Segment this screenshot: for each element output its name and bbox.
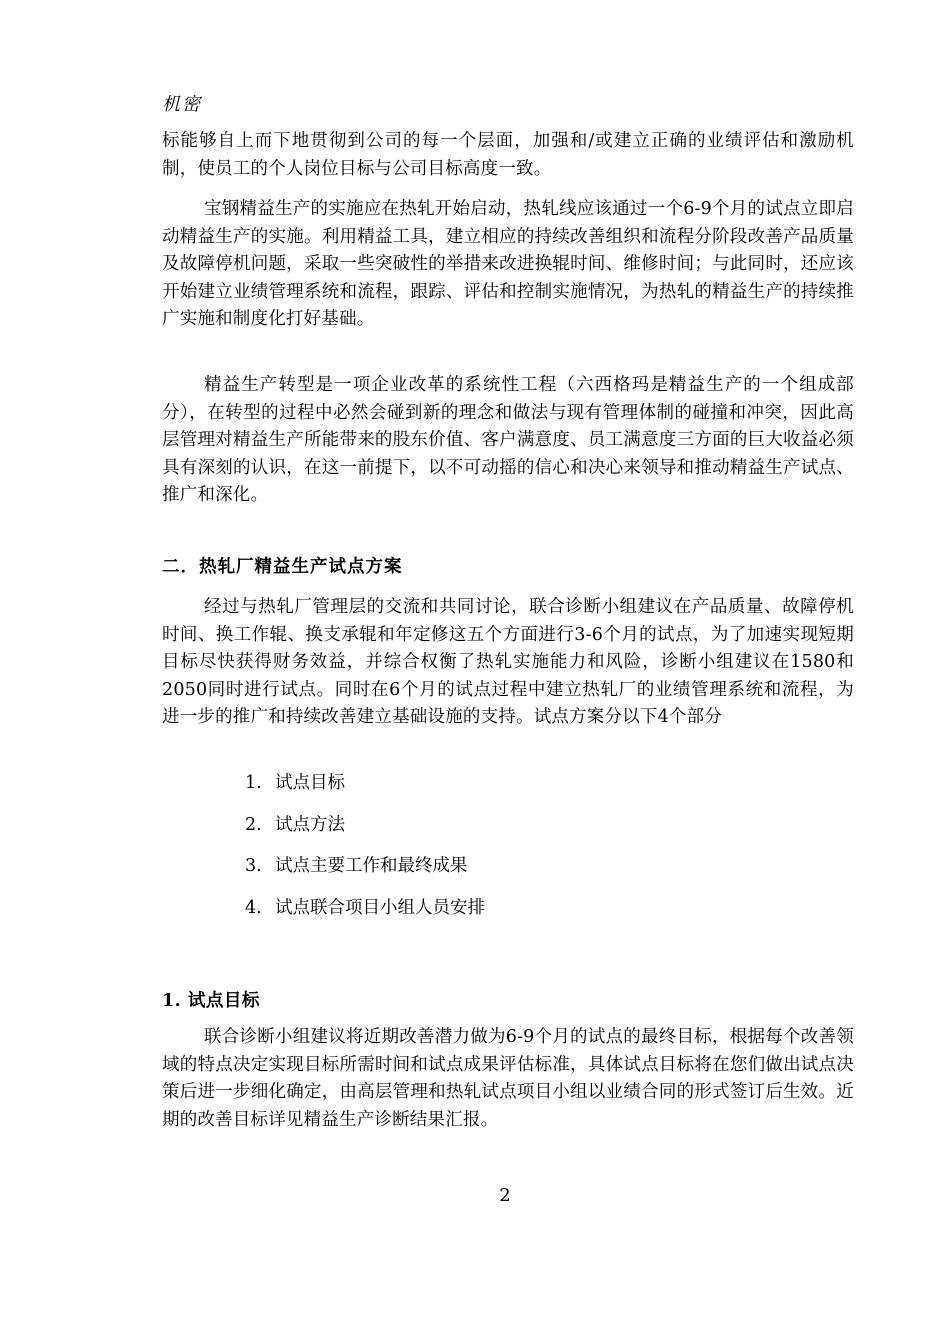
list-item [245, 770, 485, 812]
subsection-heading: 1. 试点目标 [162, 991, 260, 1011]
section-heading: 二．热轧厂精益生产试点方案 [162, 557, 403, 577]
pilot-parts-list [245, 770, 485, 936]
confidential-label: 机密 [162, 94, 202, 115]
list-label: 试点方法 [275, 814, 345, 835]
paragraph-implementation: 宝钢精益生产的实施应在热轧开始启动，热轧线应该通过一个6-9个月的试点立即启动精益生产的实施。利用精益工具，建立相应的持续改善组织和流程分阶段改善产品质量及故障停机问题，采取一些突破性的举措来改进换辊时间、维修时间；与此同时，还应该开始建立业绩管理系统和流程，跟踪、评估和控制实施情况，为热轧的精益生产的持续推广实施和制度化打好基础。 [162, 199, 854, 329]
list-label: 试点联合项目小组人员安排 [275, 897, 485, 918]
list-number: 2. [245, 814, 262, 835]
paragraph-transformation: 精益生产转型是一项企业改革的系统性工程（六西格玛是精益生产的一个组成部分），在转型的过程中必然会碰到新的理念和做法与现有管理体制的碰撞和冲突，因此高层管理对精益生产所能带来的股东价值、客户满意度、员工满意度三方面的巨大收益必须具有深刻的认识，在这一前提下，以不可动摇的信心和决心来领导和推动精益生产试点、推广和深化。 [162, 375, 854, 505]
paragraph-continuation: 标能够自上而下地贯彻到公司的每一个层面，加强和/或建立正确的业绩评估和激励机制，使员工的个人岗位目标与公司目标高度一致。 [162, 131, 854, 179]
list-item [245, 895, 485, 937]
list-number: 3. [245, 856, 262, 876]
paragraph-pilot-goals: 联合诊断小组建议将近期改善潜力做为6-9个月的试点的最终目标，根据每个改善领域的特点决定实现目标所需时间和试点成果评估标准，具体试点目标将在您们做出试点决策后进一步细化确定，由高层管理和热轧试点项目小组以业绩合同的形式签订后生效。近期的改善目标详见精益生产诊断结果汇报。 [162, 1027, 854, 1130]
list-number: 4. [245, 897, 262, 918]
list-item [245, 853, 485, 895]
paragraph-pilot-plan: 经过与热轧厂管理层的交流和共同讨论，联合诊断小组建议在产品质量、故障停机时间、换工作辊、换支承辊和年定修这五个方面进行3-6个月的试点，为了加速实现短期目标尽快获得财务效益，并综合权衡了热轧实施能力和风险，诊断小组建议在1580和2050同时进行试点。同时在6个月的试点过程中建立热轧厂的业绩管理系统和流程，为进一步的推广和持续改善建立基础设施的支持。试点方案分以下4个部分 [162, 597, 854, 727]
list-label: 试点主要工作和最终成果 [275, 856, 468, 876]
list-label: 试点目标 [275, 773, 345, 793]
list-item [245, 812, 485, 854]
list-number: 1. [245, 773, 262, 793]
page-number: 2 [499, 1185, 511, 1206]
